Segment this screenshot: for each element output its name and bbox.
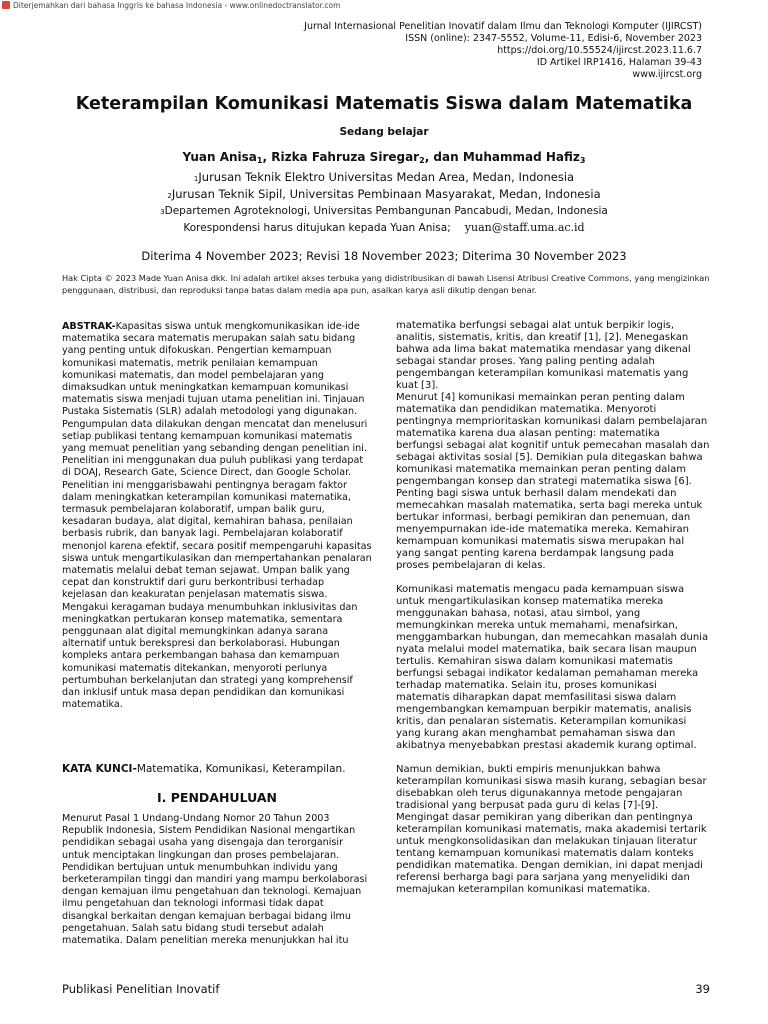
keywords-text: Matematika, Komunikasi, Keterampilan. (136, 763, 346, 775)
affiliation-number: 3 (160, 208, 165, 216)
affiliation-text: Departemen Agroteknologi, Universitas Pembangunan Pancabudi, Medan, Indonesia (164, 205, 608, 217)
journal-name: Jurnal Internasional Penelitian Inovatif dalam Ilmu dan Teknologi Komputer (IJIRCST) (304, 21, 702, 32)
affiliation-text: Jurusan Teknik Sipil, Universitas Pembinaan Masyarakat, Medan, Indonesia (171, 187, 601, 201)
affiliation-number: 1 (193, 175, 199, 183)
keywords-label: KATA KUNCI- (62, 763, 137, 775)
author-separator: , (262, 150, 272, 164)
right-column (396, 320, 710, 896)
affiliation-item (0, 170, 768, 187)
author-name: Rizka Fahruza Siregar (271, 150, 420, 164)
body-paragraph: Menurut [4] komunikasi memainkan peran penting dalam matematika dan pendidikan matematika. Menyoroti pentingnya memprioritaskan komunikasi dalam pembelajaran matematika karena dua alasan penting: matematika berfungsi sebagai alat kognitif untuk pemecahan masalah dan sebagai aktivitas sosial [5]. Demikian pula ditegaskan bahwa komunikasi matematika memainkan peran penting dalam pengembangan konsep dan strategi matematika siswa [6]. Penting bagi siswa untuk berhasil dalam mendekati dan memecahkan masalah matematika, serta bagi mereka untuk bertukar informasi, berbagi pemikiran dan penemuan, dan menyempurnakan ide-ide matematika mereka. Kemahiran kemampuan komunikasi matematis siswa merupakan hal yang sangat penting karena berdampak langsung pada proses pembelajaran di kelas. (396, 392, 710, 571)
author-affil-number: 1 (256, 156, 263, 165)
correspondence-label: Korespondensi harus ditujukan kepada Yuan Anisa; (183, 222, 451, 234)
body-paragraph: Komunikasi matematis mengacu pada kemampuan siswa untuk mengartikulasikan konsep matematika mereka menggunakan bahasa, notasi, atau simbol, yang memungkinkan mereka untuk memahami, menafsirkan, menggambarkan hubungan, dan memecahkan masalah dunia nyata melalui model matematika, baik secara lisan maupun tertulis. Kemahiran siswa dalam komunikasi matematis berfungsi sebagai indikator kedalaman pemahaman mereka terhadap matematika. Selain itu, proses komunikasi matematis diharapkan dapat memfasilitasi siswa dalam mengembangkan kemampuan berpikir matematis, analisis kritis, dan penalaran sistematis. Keterampilan komunikasi yang kurang akan menghambat pemahaman siswa dan akibatnya menyebabkan prestasi akademik kurang optimal. (396, 584, 709, 751)
affiliations (0, 170, 768, 220)
footer-publisher: Publikasi Penelitian Inovatif (62, 982, 220, 996)
affiliation-item (0, 187, 768, 204)
paper-title: Keterampilan Komunikasi Matematis Siswa dalam Matematika (75, 94, 693, 114)
page-number: 39 (695, 982, 710, 996)
affiliation-text: Jurusan Teknik Elektro Universitas Medan Area, Medan, Indonesia (198, 170, 575, 184)
abstract-paragraph (62, 321, 372, 712)
author-affil-number: 2 (419, 156, 425, 165)
correspondence-email-link[interactable]: yuan@staff.uma.ac.id (464, 221, 585, 234)
translator-logo-icon (2, 1, 10, 9)
keywords-line (62, 763, 372, 776)
abstract-text: Kapasitas siswa untuk mengkomunikasikan ide-ide matematika secara matematis merupakan salah satu bidang yang penting untuk difokuskan. Pengertian kemampuan komunikasi matematis, metrik penilaian kemampuan komunikasi matematis, dan model pembelajaran yang dimaksudkan untuk meningkatkan kemampuan komunikasi matematis siswa menjadi tujuan utama penelitian ini. Tinjauan Pustaka Sistematis (SLR) adalah metodologi yang digunakan. Pengumpulan data dilakukan dengan mencatat dan menelusuri setiap publikasi tentang kemampuan komunikasi matematis yang memuat penelitian yang sebanding dengan penelitian ini. Penelitian ini menggunakan dua puluh publikasi yang terdapat di DOAJ, Research Gate, Science Direct, dan Google Scholar. Penelitian ini menggarisbawahi pentingnya beragam faktor dalam meningkatkan keterampilan komunikasi matematika, termasuk pembelajaran kolaboratif, umpan balik guru, kesadaran budaya, alat digital, kemahiran bahasa, penilaian berbasis rubrik, dan banyak lagi. Pembelajaran kolaboratif menonjol karena efektif, secara positif mempengaruhi kapasitas siswa untuk mengartikulasikan dan mempertahankan penalaran matematis melalui debat teman sejawat. Umpan balik yang cepat dan konstruktif dari guru berkontribusi terhadap kejelasan dan keakuratan penjelasan matematis siswa. Mengakui keragaman budaya menumbuhkan inklusivitas dan meningkatkan pertukaran konsep matematika, sementara penggunaan alat digital memungkinkan adanya sarana alternatif untuk berekspresi dan berkolaborasi. Hubungan kompleks antara perkembangan bahasa dan kemampuan komunikasi matematis ditekankan, menyoroti perlunya pertumbuhan berkelanjutan dan strategi yang komprehensif dan inklusif untuk masa depan pendidikan dan komunikasi matematika. (62, 321, 372, 711)
abstract-block (62, 321, 372, 712)
copyright-notice: Hak Cipta © 2023 Made Yuan Anisa dkk. Ini adalah artikel akses terbuka yang didistribusikan di bawah Lisensi Atribusi Creative Commons, yang mengizinkan penggunaan, distribusi, dan reproduksi tanpa batas dalam media apa pun, asalkan karya asli dikutip dengan benar. (62, 273, 710, 295)
affiliation-item (0, 204, 768, 220)
journal-website-link[interactable]: www.ijircst.org (632, 69, 702, 80)
page-footer (62, 982, 710, 996)
author-list (0, 149, 768, 167)
translator-banner[interactable] (2, 0, 340, 10)
intro-paragraph-left: Menurut Pasal 1 Undang-Undang Nomor 20 Tahun 2003 Republik Indonesia, Sistem Pendidikan Nasional mengartikan pendidikan sebagai usaha yang disengaja dan terorganisir untuk menciptakan lingkungan dan proses pembelajaran. Pendidikan bertujuan untuk menumbuhkan individu yang berketerampilan tinggi dan mandiri yang mampu berkolaborasi dengan kemajuan ilmu pengetahuan dan teknologi. Kemajuan ilmu pengetahuan dan teknologi informasi tidak dapat disangkal berkaitan dengan kemajuan berbagai bidang ilmu pengetahuan. Salah satu bidang studi tersebut adalah matematika. Dalam penelitian mereka menunjukkan hal itu (62, 813, 368, 947)
affiliation-number: 2 (167, 192, 172, 200)
author-separator: , dan (424, 150, 463, 164)
journal-issn: ISSN (online): 2347-5552, Volume-11, Edisi-6, November 2023 (405, 33, 702, 44)
author-name: Muhammad Hafiz (462, 150, 580, 164)
journal-article-id: ID Artikel IRP1416, Halaman 39-43 (536, 57, 702, 68)
journal-info (182, 21, 702, 81)
section-heading-introduction: I. PENDAHULUAN (157, 790, 277, 805)
paper-subtitle: Sedang belajar (339, 126, 429, 138)
body-paragraph: Namun demikian, bukti empiris menunjukkan bahwa keterampilan komunikasi siswa masih kurang, sebagian besar disebabkan oleh terus digunakannya metode pengajaran tradisional yang berpusat pada guru di kelas [7]-[9]. Mengingat dasar pemikiran yang diberikan dan pentingnya keterampilan komunikasi matematis, maka akademisi tertarik untuk mengkonsolidasikan dan melakukan tinjauan literatur tentang kemampuan komunikasi matematis dalam konteks pendidikan matematika. Dengan demikian, ini dapat menjadi referensi berharga bagi para sarjana yang menyelidiki dan memajukan keterampilan komunikasi matematika. (396, 764, 707, 895)
journal-doi-link[interactable]: https://doi.org/10.55524/ijircst.2023.11.6.7 (497, 45, 702, 56)
correspondence-line (0, 221, 768, 235)
submission-dates: Diterima 4 November 2023; Revisi 18 November 2023; Diterima 30 November 2023 (141, 249, 627, 263)
abstract-label: ABSTRAK- (62, 321, 116, 332)
body-paragraph: matematika berfungsi sebagai alat untuk berpikir logis, analitis, sistematis, kritis, dan kreatif [1], [2]. Menegaskan bahwa ada lima bakat matematika mendasar yang dikenal sebagai standar proses. Yang paling penting adalah pengembangan keterampilan komunikasi matematis yang kuat [3]. (396, 320, 691, 391)
banner-text[interactable]: Diterjemahkan dari bahasa Inggris ke bahasa Indonesia - www.onlinedoctranslator.com (13, 0, 341, 10)
author-name: Yuan Anisa (182, 150, 257, 164)
author-affil-number: 3 (579, 156, 586, 165)
